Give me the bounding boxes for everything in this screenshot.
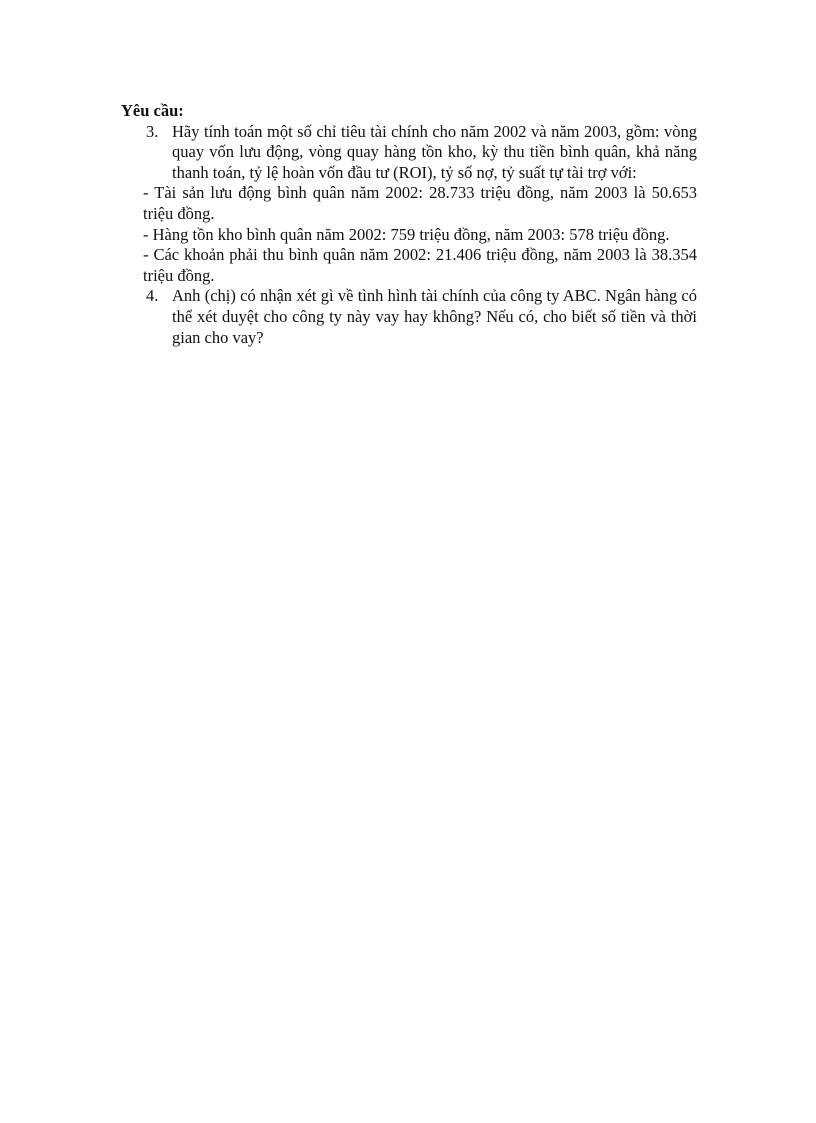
document-body <box>121 101 697 348</box>
dash-item-inventory: - Hàng tồn kho bình quân năm 2002: 759 triệu đồng, năm 2003: 578 triệu đồng. <box>143 224 670 244</box>
item-text: Anh (chị) có nhận xét gì về tình hình tài chính của công ty ABC. Ngân hàng có thể xét duyệt cho công ty này vay hay không? Nếu có, cho biết số tiền và thời gian cho vay? <box>172 286 697 347</box>
section-heading: Yêu cầu: <box>121 101 184 120</box>
item-number: 4. <box>146 286 159 306</box>
numbered-item-3 <box>143 122 697 184</box>
item-text: Hãy tính toán một số chỉ tiêu tài chính cho năm 2002 và năm 2003, gồm: vòng quay vốn lưu động, vòng quay hàng tồn kho, kỳ thu tiền bình quân, khả năng thanh toán, tỷ lệ hoàn vốn đầu tư (ROI), tỷ số nợ, tỷ suất tự tài trợ với: <box>172 121 697 182</box>
dash-item-current-assets: - Tài sản lưu động bình quân năm 2002: 28.733 triệu đồng, năm 2003 là 50.653 triệu đồng. <box>143 183 697 223</box>
item-number: 3. <box>146 121 159 141</box>
dash-item-receivables: - Các khoản phải thu bình quân năm 2002: 21.406 triệu đồng, năm 2003 là 38.354 triệu đồng. <box>143 245 697 285</box>
numbered-item-4 <box>143 286 697 348</box>
